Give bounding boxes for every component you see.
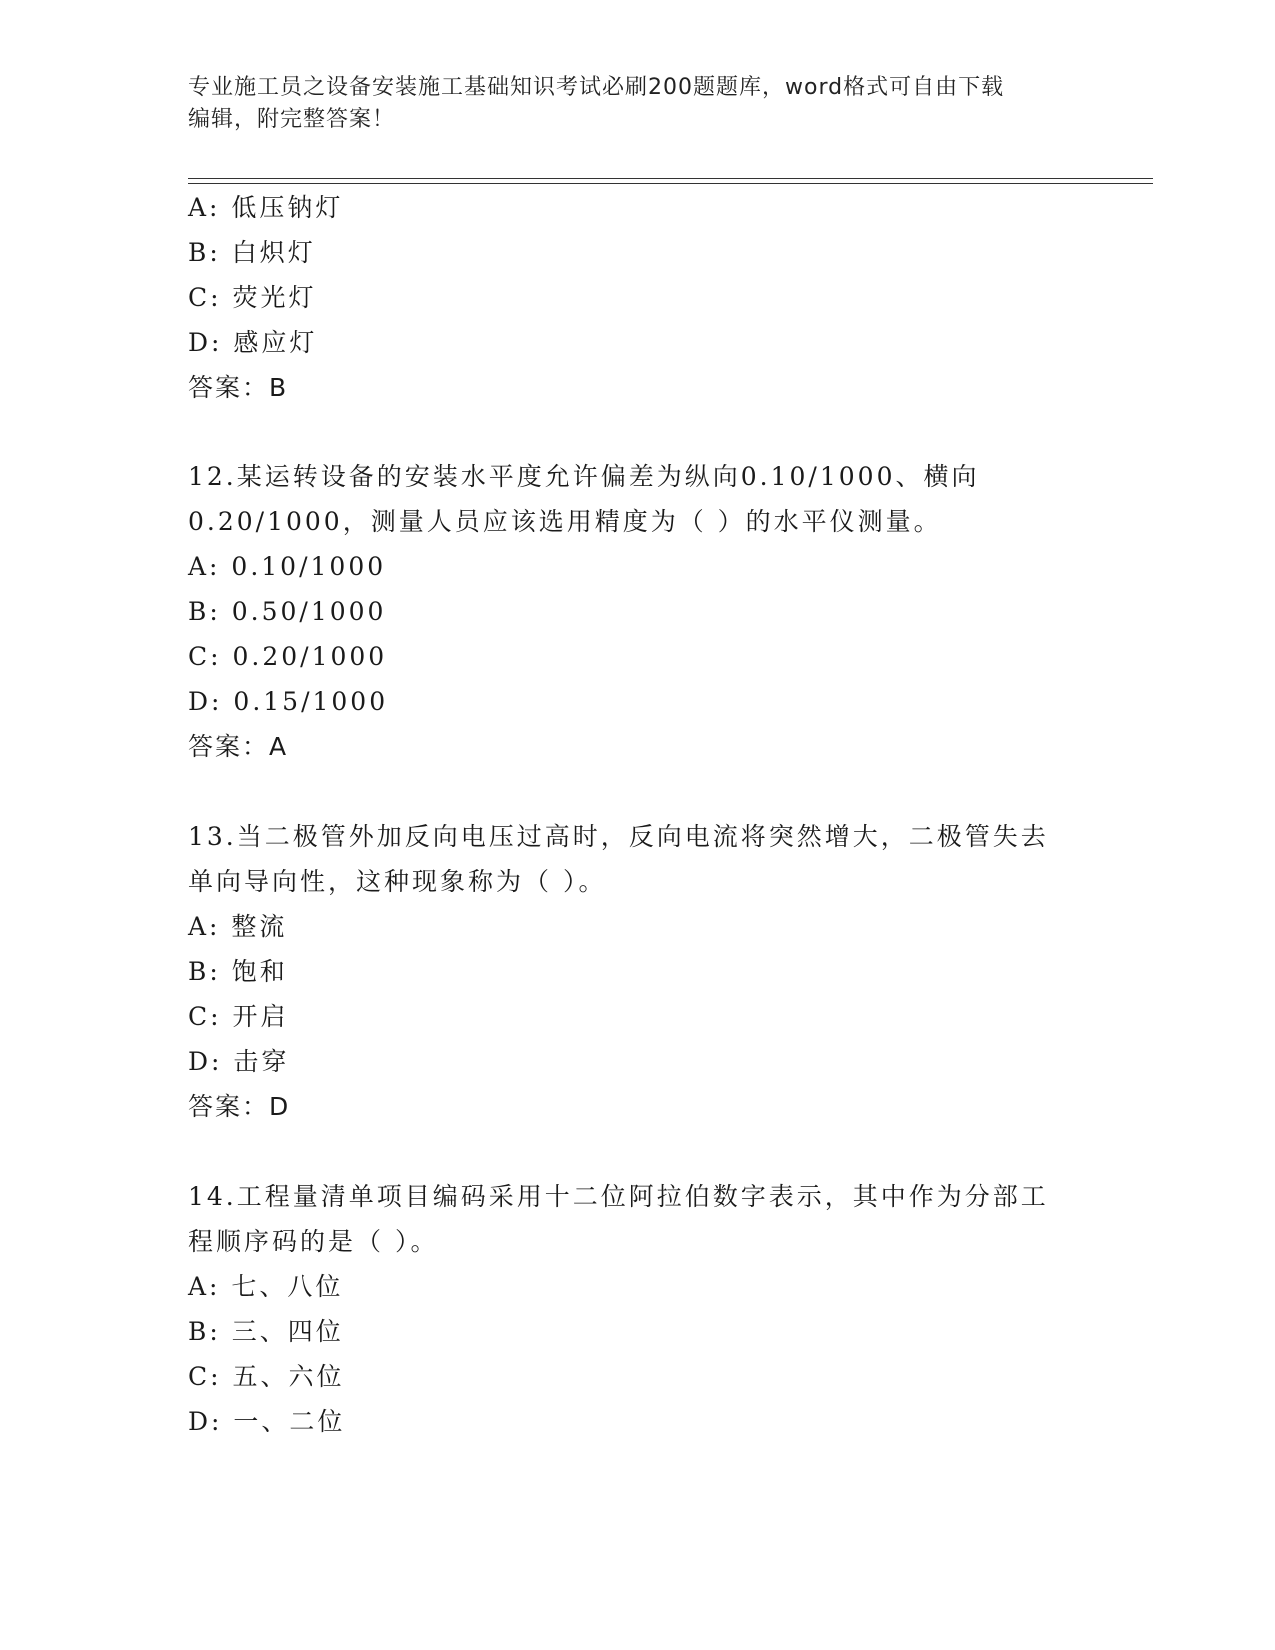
q14-stem-line1: 14.工程量清单项目编码采用十二位阿拉伯数字表示，其中作为分部工 bbox=[188, 1182, 1049, 1211]
q14-option-d: D: 一、二位 bbox=[188, 1407, 346, 1436]
q14-option-a: A: 七、八位 bbox=[188, 1272, 344, 1301]
q13-option-b: B: 饱和 bbox=[188, 957, 288, 986]
q13-answer: 答案：D bbox=[188, 1092, 291, 1121]
q13-stem-line2: 单向导向性，这种现象称为（ ）。 bbox=[188, 867, 607, 896]
q12-option-d: D: 0.15/1000 bbox=[188, 687, 389, 716]
document-header bbox=[188, 72, 1068, 136]
q14-option-c: C: 五、六位 bbox=[188, 1362, 345, 1391]
q12-answer: 答案：A bbox=[188, 732, 289, 761]
q11-answer: 答案：B bbox=[188, 373, 289, 402]
q13-option-c: C: 开启 bbox=[188, 1002, 289, 1031]
q12-option-c: C: 0.20/1000 bbox=[188, 642, 388, 671]
q12-stem-line2: 0.20/1000，测量人员应该选用精度为（ ）的水平仪测量。 bbox=[188, 507, 942, 536]
header-divider-top bbox=[188, 178, 1153, 179]
q12-stem-line1: 12.某运转设备的安装水平度允许偏差为纵向0.10/1000、横向 bbox=[188, 462, 980, 491]
q12-option-a: A: 0.10/1000 bbox=[188, 552, 387, 581]
header-divider-bottom bbox=[188, 183, 1153, 184]
q13-option-a: A: 整流 bbox=[188, 912, 288, 941]
header-title-line2: 编辑，附完整答案！ bbox=[188, 107, 396, 132]
q11-option-b: B: 白炽灯 bbox=[188, 238, 316, 267]
q11-option-c: C: 荧光灯 bbox=[188, 283, 317, 312]
q11-option-d: D: 感应灯 bbox=[188, 328, 318, 357]
q13-stem-line1: 13.当二极管外加反向电压过高时，反向电流将突然增大，二极管失去 bbox=[188, 822, 1049, 851]
q14-option-b: B: 三、四位 bbox=[188, 1317, 344, 1346]
q13-option-d: D: 击穿 bbox=[188, 1047, 290, 1076]
q11-option-a: A: 低压钠灯 bbox=[188, 193, 344, 222]
q12-option-b: B: 0.50/1000 bbox=[188, 597, 387, 626]
q14-stem-line2: 程顺序码的是（ ）。 bbox=[188, 1227, 439, 1256]
header-title-line1: 专业施工员之设备安装施工基础知识考试必刷200题题库，word格式可自由下载 bbox=[188, 75, 1005, 100]
